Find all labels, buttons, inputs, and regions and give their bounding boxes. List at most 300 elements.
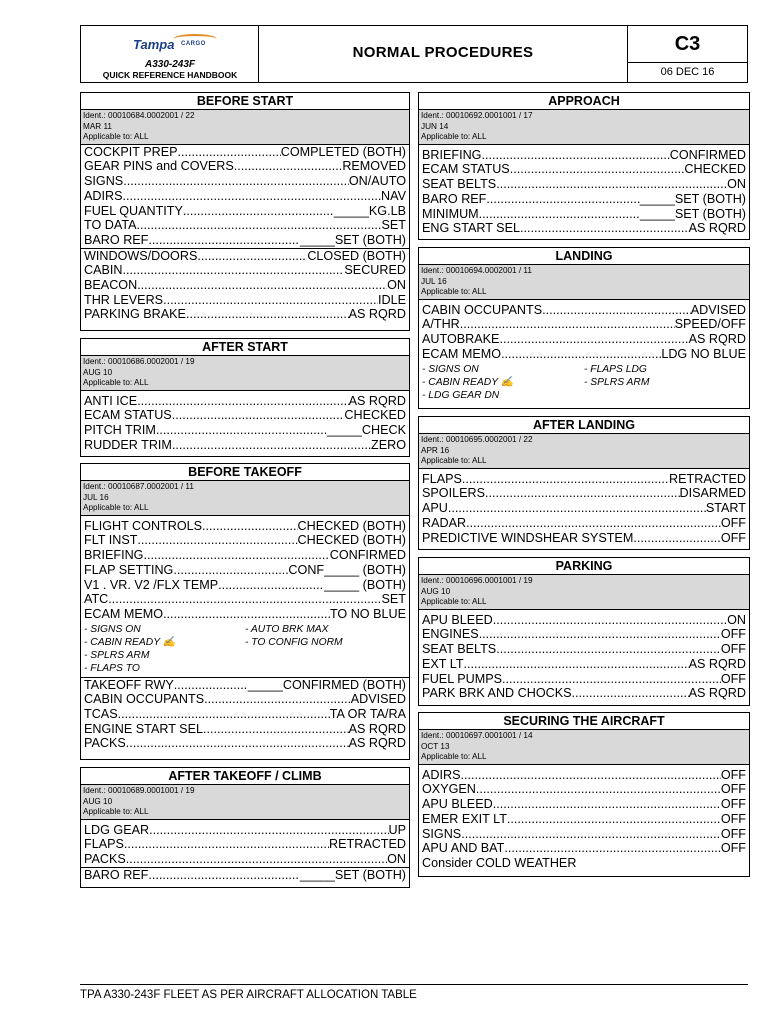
item-label: BARO REF xyxy=(84,232,149,247)
checklist-items xyxy=(419,145,749,236)
memo-item: - CABIN READY ✍ xyxy=(422,376,514,388)
checklist-row xyxy=(84,278,406,293)
leader-dots xyxy=(507,812,721,827)
checklist-row xyxy=(84,263,406,278)
checklist-row xyxy=(84,438,406,453)
item-value: CHECKED (BOTH) xyxy=(297,518,406,533)
checklist-row xyxy=(84,394,406,409)
item-label: FUEL QUANTITY xyxy=(84,203,183,218)
memo-item: - TO CONFIG NORM xyxy=(245,636,343,648)
leader-dots xyxy=(218,578,324,593)
item-value: OFF xyxy=(720,797,746,812)
ident-block xyxy=(81,110,409,145)
item-label: PITCH TRIM xyxy=(84,423,156,438)
item-value: AS RQRD xyxy=(348,307,406,322)
checklist-row xyxy=(422,768,746,783)
leader-dots xyxy=(464,657,689,672)
checklist-row xyxy=(422,827,746,842)
memo-item: - SIGNS ON xyxy=(422,363,479,375)
checklist-row xyxy=(422,207,746,222)
ident-line: Applicable to: ALL xyxy=(83,378,149,388)
checklist-row xyxy=(84,563,406,578)
checklist-row xyxy=(422,501,746,516)
section-before-takeoff xyxy=(80,463,410,760)
item-label: APU BLEED xyxy=(422,612,493,627)
memo-item: - SIGNS ON xyxy=(84,623,141,635)
leader-dots xyxy=(172,438,371,453)
item-label: APU AND BAT xyxy=(422,841,505,856)
item-value: ON/AUTO xyxy=(348,174,406,189)
item-label: WINDOWS/DOORS xyxy=(84,248,198,263)
item-label: MINIMUM xyxy=(422,206,479,221)
item-value: CONFIRMED xyxy=(329,548,406,563)
item-label: CABIN OCCUPANTS xyxy=(84,692,205,707)
leader-dots xyxy=(502,672,721,687)
item-value: ON xyxy=(387,852,406,867)
checklist-row xyxy=(84,868,406,883)
item-value: ON xyxy=(727,177,746,192)
item-label: ECAM MEMO xyxy=(422,346,502,361)
item-label: ENG START SEL xyxy=(422,221,520,236)
ident-line: Applicable to: ALL xyxy=(421,287,487,297)
item-label: TO DATA xyxy=(84,218,137,233)
ident-line: Ident.: 00010687.0002001 / 11 xyxy=(83,482,194,491)
ident-block xyxy=(419,730,749,765)
handbook-name: QUICK REFERENCE HANDBOOK xyxy=(102,70,238,80)
item-value: OFF xyxy=(720,530,746,545)
checklist-items xyxy=(81,516,409,622)
checklist-row xyxy=(84,607,406,622)
item-label: FLIGHT CONTROLS xyxy=(84,518,203,533)
item-value: AS RQRD xyxy=(348,736,406,751)
section-parking xyxy=(418,557,750,706)
item-value: _____CONFIRMED (BOTH) xyxy=(247,677,406,692)
leader-dots xyxy=(174,678,248,693)
leader-dots xyxy=(493,613,727,628)
leader-dots xyxy=(137,533,297,548)
item-value: NAV xyxy=(381,188,406,203)
checklist-row xyxy=(422,177,746,192)
leader-dots xyxy=(156,423,327,438)
item-value: CHECKED (BOTH) xyxy=(297,533,406,548)
item-value: TO NO BLUE xyxy=(329,606,406,621)
checklist-row xyxy=(84,174,406,189)
leader-dots xyxy=(572,686,689,701)
ident-line: Applicable to: ALL xyxy=(421,456,487,466)
item-label: RADAR xyxy=(422,515,467,530)
item-label: ECAM STATUS xyxy=(84,408,172,423)
revision-date: 06 DEC 16 xyxy=(660,66,715,78)
logo-text: Tampa xyxy=(133,37,175,52)
section-title: AFTER LANDING xyxy=(419,417,749,434)
item-value: IDLE xyxy=(378,292,406,307)
item-label: COCKPIT PREP xyxy=(84,144,178,159)
item-label: SEAT BELTS xyxy=(422,177,497,192)
item-label: FLAPS xyxy=(422,471,462,486)
item-value: AS RQRD xyxy=(688,686,746,701)
item-value: OFF xyxy=(720,515,746,530)
leader-dots xyxy=(148,233,299,248)
item-label: ECAM STATUS xyxy=(422,162,510,177)
ident-line: AUG 10 xyxy=(83,796,113,806)
memo-item: - SPLRS ARM xyxy=(584,376,650,388)
item-value: CONF_____ (BOTH) xyxy=(288,562,406,577)
leader-dots xyxy=(461,827,721,842)
item-label: FLAPS xyxy=(84,837,124,852)
item-value: SECURED xyxy=(344,263,406,278)
ident-line: APR 16 xyxy=(421,445,450,455)
leader-dots xyxy=(460,317,675,332)
checklist-row xyxy=(84,692,406,707)
section-title: AFTER TAKEOFF / CLIMB xyxy=(81,768,409,785)
item-value: START xyxy=(705,501,746,516)
checklist-row xyxy=(422,472,746,487)
checklist-row xyxy=(84,249,406,264)
item-label: ECAM MEMO xyxy=(84,606,164,621)
leader-dots xyxy=(126,852,387,867)
leader-dots xyxy=(234,159,343,174)
checklist-row xyxy=(422,812,746,827)
item-label: CABIN xyxy=(84,263,123,278)
section-after-start xyxy=(80,338,410,457)
item-value: OFF xyxy=(720,767,746,782)
ident-line: AUG 10 xyxy=(421,586,451,596)
leader-dots xyxy=(633,531,720,546)
leader-dots xyxy=(186,307,349,322)
item-value: AS RQRD xyxy=(348,393,406,408)
item-value: RETRACTED xyxy=(329,837,406,852)
checklist-row xyxy=(84,293,406,308)
checklist-row xyxy=(422,531,746,546)
logo-subtext: CARGO xyxy=(181,41,206,47)
checklist-row xyxy=(84,307,406,322)
item-label: PREDICTIVE WINDSHEAR SYSTEM xyxy=(422,530,634,545)
leader-dots xyxy=(461,768,721,783)
item-label: CABIN OCCUPANTS xyxy=(422,302,543,317)
header-ref-box xyxy=(627,26,747,82)
page-code: C3 xyxy=(628,26,747,63)
item-value: CLOSED (BOTH) xyxy=(307,248,406,263)
item-value: AS RQRD xyxy=(688,221,746,236)
ident-line: Ident.: 00010694.0002001 / 11 xyxy=(421,266,532,275)
item-value: OFF xyxy=(720,826,746,841)
section-title: BEFORE TAKEOFF xyxy=(81,464,409,481)
item-value: ZERO xyxy=(371,437,406,452)
item-value: DISARMED xyxy=(679,486,746,501)
checklist-row xyxy=(422,221,746,236)
memo-item: - AUTO BRK MAX xyxy=(245,623,329,635)
leader-dots xyxy=(123,174,349,189)
checklist-row xyxy=(84,852,406,867)
memo-item: - FLAPS LDG xyxy=(584,363,647,375)
checklist-row xyxy=(422,332,746,347)
leader-dots xyxy=(510,162,685,177)
item-label: APU xyxy=(422,501,448,516)
leader-dots xyxy=(493,797,721,812)
checklist-row xyxy=(422,303,746,318)
ident-line: Ident.: 00010684.0002001 / 22 xyxy=(83,111,195,120)
checklist-row xyxy=(422,486,746,501)
checklist-row xyxy=(422,672,746,687)
ident-line: Ident.: 00010692.0001001 / 17 xyxy=(421,111,533,120)
checklist-row xyxy=(422,347,746,362)
memo-item: - FLAPS TO xyxy=(84,662,140,674)
checklist-row xyxy=(422,797,746,812)
leader-dots xyxy=(520,221,689,236)
item-value: TA OR TA/RA xyxy=(329,706,406,721)
cold-weather-note: Consider COLD WEATHER xyxy=(422,855,577,870)
leader-dots xyxy=(136,218,381,233)
item-label: V1 . VR. V2 /FLX TEMP xyxy=(84,577,219,592)
leader-dots xyxy=(197,249,307,264)
checklist-row xyxy=(84,823,406,838)
ident-line: Applicable to: ALL xyxy=(421,597,487,607)
checklist-row xyxy=(422,782,746,797)
leader-dots xyxy=(203,722,349,737)
checklist-row xyxy=(422,642,746,657)
checklist-row xyxy=(84,592,406,607)
ident-line: OCT 13 xyxy=(421,741,450,751)
ident-line: Ident.: 00010689.0001001 / 19 xyxy=(83,786,195,795)
checklist-items-group2 xyxy=(81,248,409,322)
item-label: PACKS xyxy=(84,852,126,867)
item-value: CHECKED xyxy=(344,408,406,423)
item-label: ANTI ICE xyxy=(84,393,138,408)
item-value: SET xyxy=(381,218,406,233)
ident-block xyxy=(419,265,749,300)
leader-dots xyxy=(163,607,330,622)
item-value: ADVISED xyxy=(350,692,406,707)
item-value: ON xyxy=(727,612,746,627)
item-label: APU BLEED xyxy=(422,797,493,812)
item-label: FUEL PUMPS xyxy=(422,671,503,686)
item-value: ON xyxy=(387,277,406,292)
page-title: NORMAL PROCEDURES xyxy=(352,44,534,61)
memo-item xyxy=(584,389,746,402)
memo-item: - CABIN READY ✍ xyxy=(84,636,176,648)
ident-line: Applicable to: ALL xyxy=(83,132,149,142)
item-value: OFF xyxy=(720,841,746,856)
item-value: _____ (BOTH) xyxy=(324,577,406,592)
leader-dots xyxy=(499,332,688,347)
item-label: SIGNS xyxy=(84,174,124,189)
item-label: EMER EXIT LT xyxy=(422,811,507,826)
checklist-items xyxy=(419,610,749,701)
item-label: PARK BRK AND CHOCKS xyxy=(422,686,572,701)
company-logo xyxy=(81,26,259,82)
ident-line: Applicable to: ALL xyxy=(83,807,149,817)
checklist-row xyxy=(84,837,406,852)
leader-dots xyxy=(504,841,720,856)
item-label: THR LEVERS xyxy=(84,292,164,307)
checklist-row xyxy=(422,686,746,701)
ecam-memo-list xyxy=(419,362,749,404)
section-title: BEFORE START xyxy=(81,93,409,110)
checklist-row xyxy=(84,159,406,174)
checklist-row xyxy=(84,722,406,737)
checklist-row xyxy=(422,627,746,642)
ident-line: Applicable to: ALL xyxy=(421,132,487,142)
ident-line: MAR 11 xyxy=(83,121,112,131)
item-value: _____CHECK xyxy=(326,423,406,438)
item-label: FLT INST xyxy=(84,533,138,548)
item-value: RETRACTED xyxy=(669,471,746,486)
leader-dots xyxy=(183,204,334,219)
checklist-row xyxy=(422,841,746,856)
ecam-memo-list xyxy=(81,622,409,677)
item-value: LDG NO BLUE xyxy=(661,346,746,361)
ident-block xyxy=(419,575,749,610)
item-value: AS RQRD xyxy=(348,721,406,736)
ident-line: Ident.: 00010695.0002001 / 22 xyxy=(421,435,533,444)
item-label: BRIEFING xyxy=(422,147,482,162)
checklist-row xyxy=(422,317,746,332)
item-value: _____SET (BOTH) xyxy=(639,191,746,206)
leader-dots xyxy=(123,189,382,204)
item-value: OFF xyxy=(720,627,746,642)
checklist-items xyxy=(81,391,409,453)
item-value: CONFIRMED xyxy=(669,147,746,162)
item-label: FLAP SETTING xyxy=(84,562,174,577)
aircraft-model: A330-243F xyxy=(144,59,196,70)
item-label: TCAS xyxy=(84,706,118,721)
leader-dots xyxy=(481,148,669,163)
section-securing-aircraft xyxy=(418,712,750,877)
ident-line: JUL 16 xyxy=(83,492,109,502)
section-before-start xyxy=(80,92,410,331)
leader-dots xyxy=(466,516,721,531)
leader-dots xyxy=(124,837,329,852)
leader-dots xyxy=(149,823,388,838)
item-label: OXYGEN xyxy=(422,782,476,797)
section-after-landing xyxy=(418,416,750,550)
checklist-row xyxy=(84,678,406,693)
leader-dots xyxy=(137,394,348,409)
leader-dots xyxy=(485,486,680,501)
item-label: BARO REF xyxy=(84,867,149,882)
checklist-row xyxy=(84,218,406,233)
checklist-row xyxy=(84,408,406,423)
ident-block xyxy=(419,110,749,145)
leader-dots xyxy=(479,627,721,642)
item-value: _____SET (BOTH) xyxy=(299,867,406,882)
checklist-items xyxy=(81,145,409,248)
leader-dots xyxy=(163,293,378,308)
item-value: _____SET (BOTH) xyxy=(639,206,746,221)
ident-line: Ident.: 00010686.0002001 / 19 xyxy=(83,357,195,366)
item-label: ENGINE START SEL xyxy=(84,721,203,736)
leader-dots xyxy=(496,642,721,657)
checklist-row xyxy=(84,423,406,438)
ident-line: Ident.: 00010696.0001001 / 19 xyxy=(421,576,533,585)
checklist-row xyxy=(84,189,406,204)
leader-dots xyxy=(476,782,721,797)
item-label: A/THR xyxy=(422,317,460,332)
item-value: ADVISED xyxy=(690,302,746,317)
leader-dots xyxy=(137,278,387,293)
checklist-items-group2 xyxy=(81,677,409,751)
item-label: SIGNS xyxy=(422,826,462,841)
leader-dots xyxy=(148,868,299,883)
memo-item: - LDG GEAR DN xyxy=(422,389,500,401)
leader-dots xyxy=(118,707,330,722)
checklist-items-group2 xyxy=(81,867,409,883)
checklist-items xyxy=(419,765,749,856)
section-title: PARKING xyxy=(419,558,749,575)
item-label: GEAR PINS and COVERS xyxy=(84,159,234,174)
item-value: UP xyxy=(388,822,406,837)
leader-dots xyxy=(462,472,669,487)
section-after-takeoff-climb xyxy=(80,767,410,888)
checklist-items xyxy=(81,820,409,867)
checklist-items xyxy=(419,300,749,362)
memo-item: - SPLRS ARM xyxy=(84,649,150,661)
checklist-row xyxy=(84,533,406,548)
ident-line: JUL 16 xyxy=(421,276,447,286)
ident-line: Applicable to: ALL xyxy=(421,752,487,762)
item-label: BEACON xyxy=(84,277,138,292)
page-header xyxy=(80,25,748,83)
item-label: SPOILERS xyxy=(422,486,485,501)
leader-dots xyxy=(108,592,381,607)
item-value: AS RQRD xyxy=(688,656,746,671)
checklist-row xyxy=(84,578,406,593)
item-label: EXT LT xyxy=(422,656,464,671)
leader-dots xyxy=(173,563,288,578)
item-label: BARO REF xyxy=(422,191,487,206)
memo-item xyxy=(245,662,406,675)
ident-block xyxy=(419,434,749,469)
ident-line: JUN 14 xyxy=(421,121,449,131)
item-value: OFF xyxy=(720,782,746,797)
leader-dots xyxy=(143,548,329,563)
ident-block xyxy=(81,356,409,391)
item-value: CHECKED xyxy=(684,162,746,177)
ident-line: Applicable to: ALL xyxy=(83,503,149,513)
checklist-row xyxy=(84,145,406,160)
checklist-row xyxy=(422,516,746,531)
item-label: RUDDER TRIM xyxy=(84,437,172,452)
leader-dots xyxy=(486,192,639,207)
leader-dots xyxy=(479,207,640,222)
item-label: SEAT BELTS xyxy=(422,642,497,657)
section-title: SECURING THE AIRCRAFT xyxy=(419,713,749,730)
item-value: AS RQRD xyxy=(688,332,746,347)
item-value: REMOVED xyxy=(342,159,406,174)
item-value: SPEED/OFF xyxy=(674,317,746,332)
checklist-row xyxy=(84,736,406,751)
leader-dots xyxy=(126,736,349,751)
ident-line: AUG 10 xyxy=(83,367,113,377)
checklist-row xyxy=(422,192,746,207)
item-label: TAKEOFF RWY xyxy=(84,677,174,692)
leader-dots xyxy=(448,501,706,516)
section-approach xyxy=(418,92,750,240)
item-value: SET xyxy=(381,592,406,607)
section-landing xyxy=(418,247,750,409)
leader-dots xyxy=(178,145,281,160)
leader-dots xyxy=(172,408,345,423)
item-label: ENGINES xyxy=(422,627,479,642)
checklist-items xyxy=(419,469,749,545)
leader-dots xyxy=(542,303,691,318)
memo-item xyxy=(245,649,406,662)
checklist-row xyxy=(84,204,406,219)
ident-block xyxy=(81,481,409,516)
checklist-row xyxy=(84,519,406,534)
item-label: LDG GEAR xyxy=(84,822,150,837)
item-label: ATC xyxy=(84,592,109,607)
